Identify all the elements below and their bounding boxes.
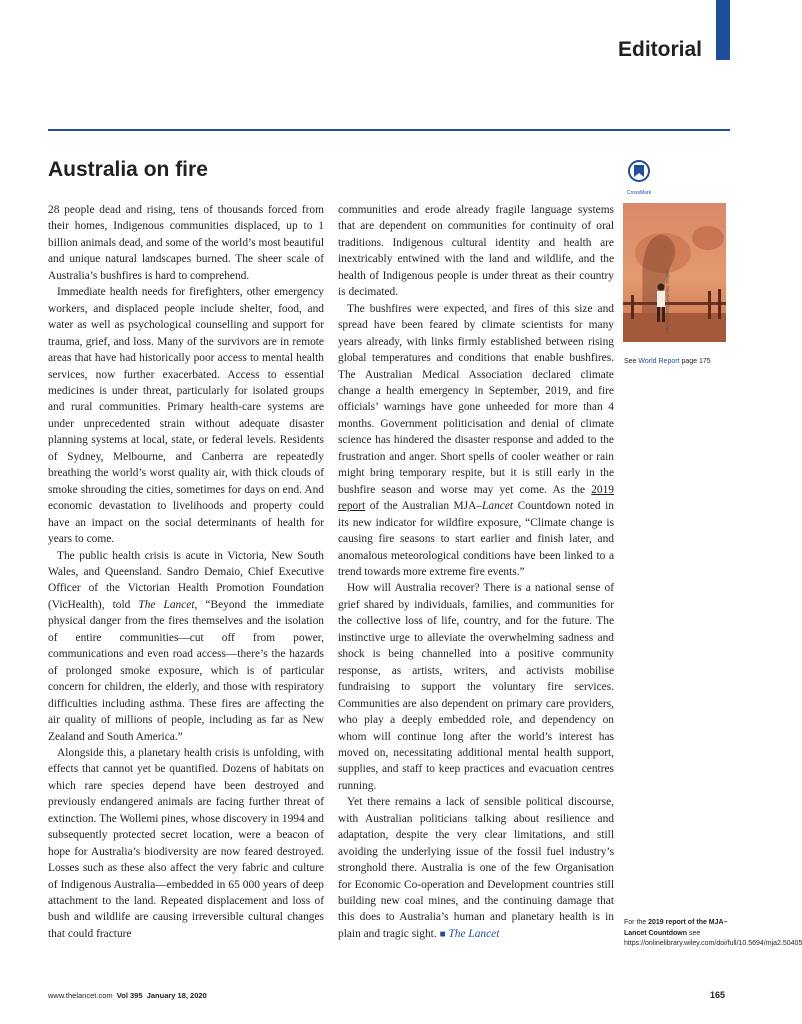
- see-world-report-note: [624, 357, 711, 368]
- paragraph-3: [48, 548, 324, 745]
- paragraph-6: How will Australia recover? There is a national sense of grief shared by individuals, families, and communities for the collective loss of life, country, and for the future. The instinctive urge to alleviate the overwhelming sadness and shock is being channelled into a positive community response, as artists, writers, and activists mobilise fundraising to support the voluntary fire services. Communities are also dependent on primary care providers, who play a deeply embedded role, and dependency on whom will continue long after the world’s interest has moved on, necessitating additional mental health support, supplies, and staff to keep practices and evacuation centres running.: [338, 582, 614, 792]
- note-bold: 2019 report of the MJA–Lancet Countdown: [624, 919, 728, 937]
- column-right: [338, 202, 614, 943]
- bushfire-photo: [623, 203, 726, 342]
- see-suffix: page 175: [679, 358, 711, 365]
- note-prefix: For the: [624, 919, 649, 926]
- note-url[interactable]: see https://onlinelibrary.wiley.com/doi/full/10.5694/mja2.50405: [624, 929, 802, 947]
- paragraph-4: Alongside this, a planetary health crisis is unfolding, with effects that cannot yet be quantified. Dozens of habitats on which rare species depend have been destroyed and previously endangered animals are facing further threat of extinction. The Wollemi pines, whose discovery in 1994 and subsequently protected secret location, were a beacon of hope for Australia’s biodiversity are now feared destroyed. Losses such as these also affect the very fabric and culture of Indigenous Australia—embedded in 65 000 years of deep attachment to the land. Repeated displacement and loss of bush and wildlife are causing irreversible cultural changes that could fracture: [48, 746, 324, 940]
- paragraph-1: 28 people dead and rising, tens of thousands forced from their homes, Indigenous communities displaced, up to 1 billion animals dead, and some of the world’s most beautiful and unique natural landscapes burned. The sheer scale of Australia’s bushfires is hard to comprehend.: [48, 204, 324, 282]
- paragraph-2: Immediate health needs for firefighters, other emergency workers, and displaced people include shelter, food, and water as well as psychological counselling and support for trauma, grief, and loss. Many of the survivors are in remote areas that have had historically poor access to mental health services, now further exacerbated. Access to essential medicines is under threat, particularly for isolated groups and rural communities. Primary health-care systems are under unprecedented strain without adequate disaster planning systems at local, state, or federal levels. Residents of Sydney, Melbourne, and Canberra are repeatedly breathing the world’s worst quality air, with thick clouds of smoke shrouding the cities, sometimes for days on end. And economic devastation to livelihoods and property could have an impact on the social determinants of health for years to come.: [48, 286, 324, 546]
- paragraph-5-part-c: Countdown noted in its new indicator for wildfire exposure, “Climate change is causing fire seasons to start earlier and finish later, and anomalous meteorological conditions have been linked to a trend towards more extreme fire events.”: [338, 500, 614, 578]
- paragraph-7-text: Yet there remains a lack of sensible political discourse, with Australian politicians talking about resilience and adaptation, despite the very clear limitations, and still avoiding the underlying issue of the fossil fuel industry’s stronghold there. Australia is one of the few Organisation for Economic Co-operation and Development countries still building new coal mines, and the continuing damage that this does to Australia’s human and planetary health is in plain and tragic sight.: [338, 796, 614, 940]
- crossmark-icon: [628, 160, 650, 184]
- end-mark-icon: ■: [439, 928, 446, 940]
- page-footer: [48, 991, 207, 1000]
- photo-credit: William West/AFP/Getty Images: [665, 270, 670, 334]
- world-report-link[interactable]: World Report: [638, 358, 680, 365]
- page-number: 165: [709, 990, 725, 1000]
- footer-date: January 18, 2020: [146, 991, 207, 1000]
- paragraph-5-part-a: The bushfires were expected, and fires of this size and spread have been feared by climate scientists for many years already, with links firmly established between rising global temperatures and conditions that enable bushfires. The Australian Medical Association declared climate change a health emergency in September, 2019, and fire officials’ warnings have gone unheeded for more than 4 months. Government politicisation and denial of climate science has hindered the disaster response and added to the frustration and anger. Short spells of cooler weather or rain might bring temporary respite, but it is still early in the bushfire season and worse may yet come. As the: [338, 302, 614, 496]
- report-reference-note: [624, 918, 802, 950]
- article-title: Australia on fire: [48, 158, 208, 181]
- section-color-tab: [716, 0, 730, 60]
- paragraph-7: [338, 794, 614, 943]
- section-label: Editorial: [617, 38, 702, 61]
- crossmark-badge[interactable]: [622, 160, 656, 196]
- see-prefix: See: [624, 358, 639, 365]
- paragraph-3-part-a: The public health crisis is acute in Victoria, New South Wales, and Queensland. Sandro Demaio, Chief Executive Officer of the Victorian Health Promotion Foundation (VicHealth), told: [48, 549, 324, 611]
- paragraph-3-part-b: , “Beyond the immediate physical danger from the fires themselves and the isolation of entire communities—cut off from power, communications and even road access—there’s the hazards of prolonged smoke exposure, which is of particular concern for children, the elderly, and those with respiratory difficulties including asthma. These fires are affecting the air quality of millions of people, including as far as New Zealand and South America.”: [48, 598, 324, 743]
- journal-name: The Lancet: [138, 598, 195, 611]
- footer-site[interactable]: www.thelancet.com: [48, 991, 113, 1000]
- column-left: [48, 202, 324, 942]
- footer-volume: Vol 395: [116, 991, 143, 1000]
- paragraph-5-part-b: of the Australian MJA–: [365, 500, 483, 513]
- journal-name-lancet: Lancet: [482, 500, 514, 513]
- header-rule: [48, 129, 730, 131]
- signature: The Lancet: [448, 927, 500, 940]
- crossmark-label: CrossMark: [626, 190, 652, 196]
- paragraph-5: [338, 301, 614, 581]
- report-link[interactable]: 2019 report: [338, 483, 614, 513]
- paragraph-4-continued: communities and erode already fragile language systems that are dependent on communities for continuity of oral traditions. Indigenous cultural identity and health are inextricably entwined with the land and wildlife, and the health of Indigenous people is under threat as their country is decimated.: [338, 204, 614, 299]
